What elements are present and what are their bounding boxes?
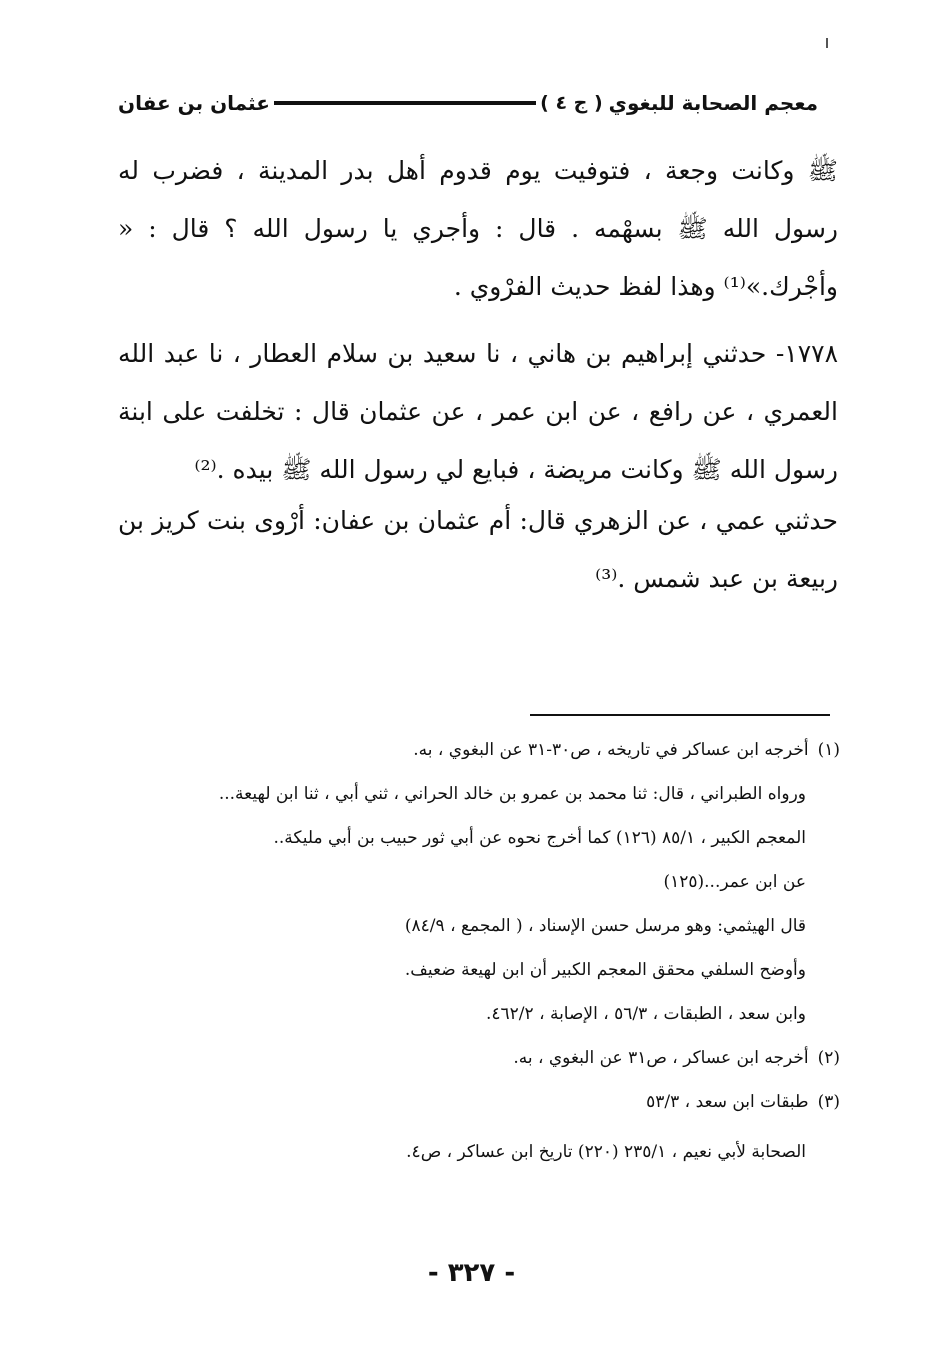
footnote-line: عن ابن عمر...(١٢٥) xyxy=(663,872,806,892)
footnotes xyxy=(160,728,840,1174)
scan-mark xyxy=(826,38,828,48)
header-rule xyxy=(274,101,536,105)
page-number: - ٣٢٧ - xyxy=(427,1258,516,1288)
footnote-line: قال الهيثمي: وهو مرسل حسن الإسناد ، ( المجمع ، ٨٤/٩) xyxy=(404,916,806,936)
footnote-line: وأوضح السلفي محقق المعجم الكبير أن ابن لهيعة ضعيف. xyxy=(404,960,806,980)
header-book-title: معجم الصحابة للبغوي xyxy=(608,91,818,115)
footnote-3 xyxy=(160,1080,840,1124)
footnote-2 xyxy=(160,1036,840,1080)
footnote-number: (٢) xyxy=(817,1048,840,1068)
footnote-text: طبقات ابن سعد ، ٥٣/٣ xyxy=(646,1092,809,1112)
footnote-line: وابن سعد ، الطبقات ، ٥٦/٣ ، الإصابة ، ٤٦٢/٢. xyxy=(486,1004,806,1024)
header-volume: ( ج ٤ ) xyxy=(540,92,603,114)
footnote-separator xyxy=(530,714,830,716)
footnote-text: أخرجه ابن عساكر ، ص٣١ عن البغوي ، به. xyxy=(513,1048,809,1068)
footnote-text: أخرجه ابن عساكر في تاريخه ، ص٣٠-٣١ عن البغوي ، به. xyxy=(413,740,809,760)
paragraph-hadith-1778 xyxy=(118,325,838,499)
header-chapter: عثمان بن عفان xyxy=(118,91,270,115)
footnote-1 xyxy=(160,728,840,772)
footnote-number: (١) xyxy=(817,740,840,760)
footnote-number: (٣) xyxy=(817,1092,840,1112)
paragraph-text: ﷺ وكانت وجعة ، فتوفيت يوم قدوم أهل بدر المدينة ، فضرب له رسول الله ﷺ بسهْمه . قال : وأجري يا رسول الله ؟ قال : « وأجْرك.»⁽¹⁾ وهذا لفظ حديث الفرْوي . xyxy=(118,156,838,301)
running-header xyxy=(118,86,818,120)
paragraph-text: ١٧٧٨- حدثني إبراهيم بن هاني ، نا سعيد بن سلام العطار ، نا عبد الله العمري ، عن رافع ، عن ابن عمر ، عن عثمان قال : تخلفت على ابنة رسول الله ﷺ وكانت مريضة ، فبايع لي رسول الله ﷺ بيده .⁽²⁾ xyxy=(118,339,838,484)
footnote-line: ورواه الطبراني ، قال: ثنا محمد بن عمرو بن خالد الحراني ، ثني أبي ، ثنا ابن لهيعة... xyxy=(218,784,806,804)
paragraph-1 xyxy=(118,142,838,316)
paragraph-text: حدثني عمي ، عن الزهري قال: أم عثمان بن عفان: أرْوى بنت كريز بن ربيعة بن عبد شمس .⁽³⁾ xyxy=(118,506,838,593)
footnote-line: المعجم الكبير ، ٨٥/١ (١٢٦) كما أخرج نحوه عن أبي ثور حبيب بن أبي مليكة.. xyxy=(273,828,806,848)
paragraph-3 xyxy=(118,492,838,608)
footnote-line: الصحابة لأبي نعيم ، ٢٣٥/١ (٢٢٠) تاريخ ابن عساكر ، ص٤. xyxy=(406,1142,806,1162)
